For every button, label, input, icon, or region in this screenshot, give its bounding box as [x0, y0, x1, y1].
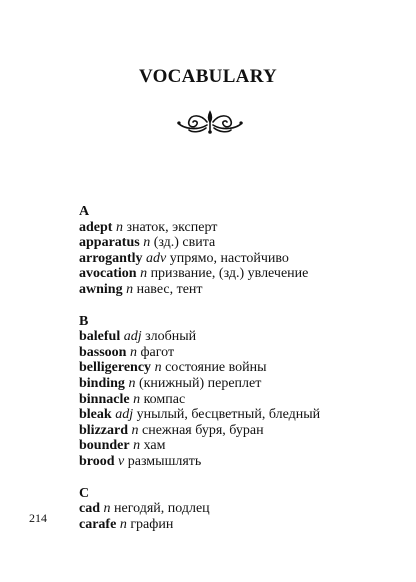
page-number: 214	[29, 511, 47, 525]
vocab-entry	[79, 220, 399, 236]
part-of-speech: n	[103, 501, 111, 517]
section-letter: C	[79, 485, 90, 501]
part-of-speech: n	[133, 391, 141, 407]
headword: bounder	[79, 438, 130, 454]
vocab-entry	[79, 266, 399, 282]
headword: carafe	[79, 516, 117, 532]
part-of-speech: n	[119, 516, 127, 532]
translation: компас	[143, 391, 186, 407]
headword: awning	[79, 281, 123, 297]
headword: bassoon	[79, 344, 127, 360]
translation: негодяй, подлец	[114, 501, 210, 517]
headword: avocation	[79, 266, 137, 282]
part-of-speech: adj	[115, 407, 134, 423]
translation: унылый, бесцветный, бледный	[136, 407, 321, 423]
part-of-speech: n	[115, 219, 123, 235]
translation: хам	[143, 438, 166, 454]
translation: размышлять	[127, 453, 202, 469]
vocab-entry	[79, 501, 399, 517]
translation: (книжный) переплет	[138, 375, 262, 391]
section-letter: B	[79, 313, 89, 329]
translation: навес, тент	[136, 281, 203, 297]
vocab-entry	[79, 360, 399, 376]
vocab-entry	[79, 438, 399, 454]
part-of-speech: n	[154, 360, 162, 376]
part-of-speech: n	[140, 266, 148, 282]
part-of-speech: n	[126, 281, 134, 297]
translation: состояние войны	[165, 360, 267, 376]
translation: упрямо, настойчиво	[169, 250, 289, 266]
translation: призвание, (зд.) увлечение	[150, 266, 309, 282]
part-of-speech: n	[129, 344, 137, 360]
part-of-speech: v	[118, 453, 125, 469]
headword: brood	[79, 453, 115, 469]
headword: binding	[79, 375, 125, 391]
vocab-entry	[79, 407, 399, 423]
vocab-entry	[79, 282, 399, 298]
translation: (зд.) свита	[153, 235, 216, 251]
vocab-entry	[79, 392, 399, 408]
headword: arrogantly	[79, 250, 143, 266]
part-of-speech: adv	[146, 250, 167, 266]
part-of-speech: n	[133, 438, 141, 454]
vocab-entry	[79, 454, 399, 470]
part-of-speech: n	[128, 375, 136, 391]
vocab-entry	[79, 251, 399, 267]
vocab-section	[79, 204, 399, 298]
part-of-speech: n	[143, 235, 151, 251]
headword: apparatus	[79, 235, 140, 251]
vocab-entry	[79, 423, 399, 439]
headword: bleak	[79, 407, 112, 423]
part-of-speech: adj	[123, 329, 142, 345]
vocab-entry	[79, 376, 399, 392]
headword: cad	[79, 501, 100, 517]
headword: blizzard	[79, 422, 128, 438]
part-of-speech: n	[131, 422, 139, 438]
translation: фагот	[140, 344, 175, 360]
page-title: VOCABULARY	[138, 66, 278, 87]
vocab-entry	[79, 235, 399, 251]
flourish-ornament-icon	[173, 108, 247, 136]
headword: adept	[79, 219, 113, 235]
vocab-section	[79, 486, 399, 533]
translation: снежная буря, буран	[142, 422, 264, 438]
vocab-entry	[79, 329, 399, 345]
translation: знаток, эксперт	[126, 219, 218, 235]
section-letter: A	[79, 204, 90, 219]
translation: злобный	[145, 329, 197, 345]
vocab-entry	[79, 345, 399, 361]
translation: графин	[130, 516, 174, 532]
vocab-section	[79, 314, 399, 470]
headword: belligerency	[79, 360, 152, 376]
vocab-entry	[79, 517, 399, 533]
headword: binnacle	[79, 391, 130, 407]
headword: baleful	[79, 329, 121, 345]
vocabulary-list	[79, 204, 399, 548]
